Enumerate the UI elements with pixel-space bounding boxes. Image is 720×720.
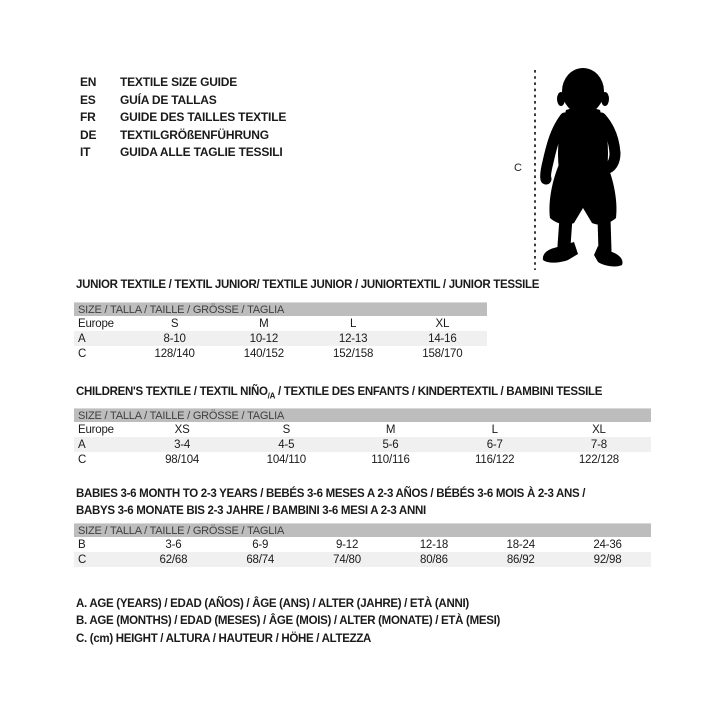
table-cell: XL bbox=[435, 317, 450, 330]
legend-text: TEXTILGRÖßENFÜHRUNG bbox=[120, 127, 269, 142]
table-title-part: CHILDREN'S TEXTILE / TEXTIL NIÑO bbox=[76, 386, 268, 398]
legend-item bbox=[80, 92, 286, 110]
language-code: ES bbox=[80, 92, 96, 107]
footnotes bbox=[76, 596, 500, 648]
table-cell: 8-10 bbox=[163, 332, 186, 345]
language-code: EN bbox=[80, 75, 97, 89]
table-cell: 18-24 bbox=[506, 538, 535, 551]
table-cell: 14-16 bbox=[428, 332, 457, 345]
language-code: IT bbox=[80, 145, 91, 159]
table-cell: 152/158 bbox=[333, 347, 374, 360]
language-code: FR bbox=[80, 110, 96, 124]
row-label: A bbox=[78, 438, 86, 451]
table-cell: 86/92 bbox=[506, 553, 535, 566]
language-legend bbox=[80, 74, 286, 162]
table-title-part: / TEXTILE DES ENFANTS / KINDERTEXTIL / BAMBINI TESSILE bbox=[275, 386, 603, 398]
table-cell: 158/170 bbox=[422, 347, 463, 360]
table-cell: 9-12 bbox=[335, 538, 359, 551]
table-cell: XS bbox=[174, 423, 190, 436]
table-cell: 122/128 bbox=[578, 453, 619, 466]
table-cell: 68/74 bbox=[246, 553, 275, 566]
table-row bbox=[74, 346, 487, 361]
table-cell: 12-18 bbox=[419, 538, 449, 551]
table-title-part: BABIES 3-6 MONTH TO 2-3 YEARS / BEBÉS 3-6 MESES A 2-3 AÑOS / BÉBÉS 3-6 MOIS À 2-3 ANS / bbox=[76, 488, 586, 500]
table-cell: 128/140 bbox=[154, 347, 195, 360]
language-code: DE bbox=[80, 127, 97, 142]
size-header-bar: SIZE / TALLA / TAILLE / GRÖSSE / TAGLIA bbox=[74, 302, 487, 316]
legend-item bbox=[80, 144, 286, 162]
table-cell: 5-6 bbox=[382, 438, 399, 451]
legend-text: GUIDE DES TAILLES TEXTILE bbox=[120, 110, 287, 124]
table-title-part: JUNIOR TEXTILE / TEXTIL JUNIOR/ TEXTILE JUNIOR / JUNIORTEXTIL / JUNIOR TESSILE bbox=[76, 279, 540, 291]
legend-item bbox=[80, 74, 286, 92]
toddler-silhouette-icon bbox=[508, 62, 638, 276]
footnote-line: C. (cm) HEIGHT / ALTURA / HAUTEUR / HÖHE / ALTEZZA bbox=[76, 632, 372, 645]
table-row bbox=[74, 316, 487, 331]
legend-item bbox=[80, 127, 286, 145]
table-cell: L bbox=[491, 423, 498, 436]
legend-text: GUÍA DE TALLAS bbox=[120, 92, 217, 107]
legend-text: TEXTILE SIZE GUIDE bbox=[120, 75, 238, 89]
table-cell: M bbox=[385, 423, 396, 436]
toddler-figure bbox=[508, 62, 638, 276]
table-row bbox=[74, 552, 651, 567]
table-cell: 110/116 bbox=[371, 453, 410, 466]
junior-size-table bbox=[74, 277, 540, 361]
footnote-line: B. AGE (MONTHS) / EDAD (MESES) / ÂGE (MOIS) / ALTER (MONATE) / ETÀ (MESI) bbox=[76, 615, 501, 628]
table-cell: 98/104 bbox=[165, 453, 200, 466]
table-cell: 6-7 bbox=[486, 438, 503, 451]
table-cell: 6-9 bbox=[252, 538, 269, 551]
table-cell: M bbox=[259, 317, 269, 330]
row-label: Europe bbox=[78, 317, 114, 330]
table-cell: 92/98 bbox=[593, 553, 622, 566]
table-row bbox=[74, 331, 487, 346]
table-row bbox=[74, 537, 651, 552]
table-cell: 10-12 bbox=[249, 332, 279, 345]
row-label: C bbox=[78, 553, 87, 566]
table-cell: L bbox=[350, 317, 357, 330]
table-cell: 104/110 bbox=[266, 453, 306, 466]
table-cell: S bbox=[282, 423, 291, 436]
table-cell: 140/152 bbox=[243, 347, 284, 360]
legend-text: GUIDA ALLE TAGLIE TESSILI bbox=[120, 145, 283, 159]
table-title bbox=[76, 486, 651, 503]
row-label: B bbox=[78, 538, 86, 551]
row-label: A bbox=[78, 332, 86, 345]
table-cell: 116/122 bbox=[475, 453, 515, 466]
footnote-line: A. AGE (YEARS) / EDAD (AÑOS) / ÂGE (ANS) / ALTER (JAHRE) / ETÀ (ANNI) bbox=[76, 598, 469, 610]
table-row bbox=[74, 437, 651, 452]
table-title bbox=[76, 277, 540, 294]
children-size-table bbox=[74, 384, 651, 467]
table-cell: 12-13 bbox=[338, 332, 368, 345]
table-cell: 74/80 bbox=[333, 553, 361, 566]
table-cell: 4-5 bbox=[278, 438, 295, 451]
table-cell: 62/68 bbox=[159, 553, 188, 566]
row-label: C bbox=[78, 453, 87, 466]
row-label: C bbox=[78, 347, 87, 360]
size-header-bar: SIZE / TALLA / TAILLE / GRÖSSE / TAGLIA bbox=[74, 408, 651, 422]
table-row bbox=[74, 452, 651, 467]
table-cell: S bbox=[170, 317, 179, 330]
size-header-bar: SIZE / TALLA / TAILLE / GRÖSSE / TAGLIA bbox=[74, 523, 651, 537]
legend-item bbox=[80, 109, 286, 127]
table-cell: 3-6 bbox=[165, 538, 182, 551]
height-measure-label: C bbox=[514, 162, 522, 174]
table-title-line2: BABYS 3-6 MONATE BIS 2-3 JAHRE / BAMBINI 3-6 MESI A 2-3 ANNI bbox=[76, 505, 426, 517]
table-title bbox=[76, 384, 651, 404]
table-cell: 3-4 bbox=[174, 438, 191, 451]
row-label: Europe bbox=[78, 423, 114, 436]
table-row bbox=[74, 422, 651, 437]
table-cell: 24-36 bbox=[593, 538, 622, 551]
table-cell: XL bbox=[592, 423, 606, 436]
table-title-part: /A bbox=[267, 391, 276, 401]
table-cell: 7-8 bbox=[590, 438, 607, 451]
babies-size-table bbox=[74, 486, 651, 567]
table-cell: 80/86 bbox=[420, 553, 448, 566]
